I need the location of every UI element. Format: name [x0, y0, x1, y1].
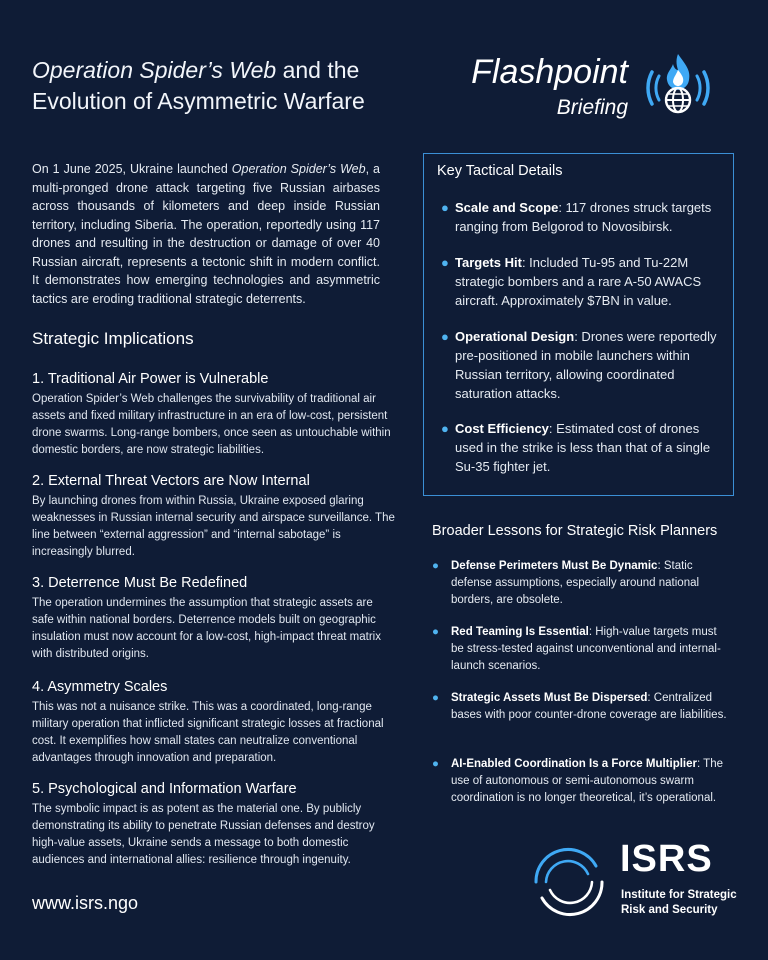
- lesson-item: [432, 756, 732, 807]
- lesson-item: [432, 558, 732, 609]
- lesson-text: : Centralized bases with poor counter-drone coverage are liabilities.: [451, 692, 727, 721]
- intro-paragraph: [32, 160, 380, 308]
- bullet-icon: ●: [432, 758, 439, 770]
- intro-operation-name: Operation Spider’s Web: [231, 162, 366, 176]
- title-line1-rest: and the: [276, 57, 360, 83]
- implication-title: 3. Deterrence Must Be Redefined: [32, 575, 248, 591]
- lesson-label: AI-Enabled Coordination Is a Force Multiplier: [451, 758, 697, 770]
- lesson-item: [432, 624, 732, 675]
- implication-title: 1. Traditional Air Power is Vulnerable: [32, 371, 269, 387]
- tactical-detail-text: : Drones were reportedly pre-positioned in mobile launchers within Russian territory, allowing coordinated saturation attacks.: [455, 329, 717, 401]
- page-title: [32, 55, 412, 117]
- intro-text-start: On 1 June 2025, Ukraine launched: [32, 162, 232, 176]
- lesson-text: : Static defense assumptions, especially around national borders, are obsolete.: [451, 560, 700, 606]
- intro-text-rest: , a multi-pronged drone attack targeting five Russian airbases across thousands of kilometers and deep inside Russian territory, including Siberia. The operation, reportedly using 117 drones and resulting in the destruction or damage of over 40 Russian aircraft, represents a tectonic shift in modern conflict. It demonstrates how emerging technologies and asymmetric tactics are eroding traditional strategic deterrents.: [32, 162, 380, 306]
- flame-globe-signal-icon: [638, 48, 718, 128]
- implication-title: 5. Psychological and Information Warfare: [32, 781, 297, 797]
- tactical-detail-label: Scale and Scope: [455, 200, 559, 215]
- implication-body: The operation undermines the assumption that strategic assets are safe within national borders. Deterrence models built on geographic insulation must now account for a low-cost, high-impact threat matrix with distributed origins.: [32, 597, 381, 661]
- implication-body: This was not a nuisance strike. This was a coordinated, long-range military operation that inflicted significant strategic losses at fractional cost. It exemplifies how small states can neutralize conventional advantages through innovation and preparation.: [32, 701, 384, 765]
- isrs-wordmark: ISRS: [620, 838, 713, 880]
- lesson-label: Strategic Assets Must Be Dispersed: [451, 692, 648, 704]
- tactical-detail-text: : Estimated cost of drones used in the strike is less than that of a single Su-35 fighter jet.: [455, 421, 711, 474]
- tactical-detail-label: Operational Design: [455, 329, 575, 344]
- implication-item: [32, 370, 396, 459]
- lesson-item: [432, 690, 732, 724]
- implication-item: [32, 574, 396, 663]
- lesson-label: Defense Perimeters Must Be Dynamic: [451, 560, 658, 572]
- bullet-icon: ●: [441, 329, 449, 344]
- lesson-text: : The use of autonomous or semi-autonomous swarm coordination is no longer theoretical, it’s operational.: [451, 758, 723, 804]
- flashpoint-wordmark: Flashpoint: [471, 53, 628, 91]
- tactical-detail-item: [441, 419, 721, 476]
- title-operation-name: Operation Spider’s Web: [32, 57, 277, 83]
- implication-body: Operation Spider’s Web challenges the survivability of traditional air assets and fixed military infrastructure in an era of low-cost, persistent drone swarms. Long-range bombers, once seen as untouchable within domestic borders, are now strategic liabilities.: [32, 393, 391, 457]
- tactical-detail-item: [441, 253, 721, 310]
- bullet-icon: ●: [432, 626, 439, 638]
- tactical-detail-label: Cost Efficiency: [455, 421, 549, 436]
- title-line2: Evolution of Asymmetric Warfare: [32, 88, 365, 114]
- broader-lessons-heading: Broader Lessons for Strategic Risk Planners: [432, 523, 718, 539]
- tactical-detail-text: : Included Tu-95 and Tu-22M strategic bombers and a rare A-50 AWACS aircraft. Approximately $7BN in value.: [455, 255, 702, 308]
- lesson-label: Red Teaming Is Essential: [451, 626, 589, 638]
- strategic-implications-heading: Strategic Implications: [32, 329, 194, 348]
- tactical-detail-item: [441, 327, 721, 403]
- bullet-icon: ●: [441, 421, 449, 436]
- briefing-wordmark: Briefing: [556, 96, 628, 119]
- implication-title: 4. Asymmetry Scales: [32, 679, 168, 695]
- tactical-detail-label: Targets Hit: [455, 255, 522, 270]
- isrs-logo-icon: [530, 846, 608, 918]
- isrs-full-name-line1: Institute for Strategic: [621, 889, 737, 901]
- implication-item: [32, 780, 396, 869]
- isrs-full-name: [621, 888, 751, 918]
- website-link[interactable]: www.isrs.ngo: [32, 893, 139, 913]
- bullet-icon: ●: [432, 560, 439, 572]
- isrs-full-name-line2: Risk and Security: [621, 904, 718, 916]
- implication-body: By launching drones from within Russia, Ukraine exposed glaring weaknesses in Russian internal security and airspace surveillance. The line between “external aggression” and “internal sabotage” is increasingly blurred.: [32, 495, 395, 559]
- bullet-icon: ●: [441, 255, 449, 270]
- implication-title: 2. External Threat Vectors are Now Internal: [32, 473, 310, 489]
- tactical-detail-text: : 117 drones struck targets ranging from Belgorod to Novosibirsk.: [455, 200, 712, 234]
- key-tactical-details-heading: Key Tactical Details: [437, 163, 563, 179]
- bullet-icon: ●: [441, 200, 449, 215]
- implication-item: [32, 678, 396, 767]
- implication-item: [32, 472, 396, 561]
- tactical-detail-item: [441, 198, 721, 236]
- implication-body: The symbolic impact is as potent as the material one. By publicly demonstrating its ability to penetrate Russian defenses and destroy high-value assets, Ukraine sends a message to both domestic audiences and international allies: resilience through ingenuity.: [32, 803, 375, 867]
- bullet-icon: ●: [432, 692, 439, 704]
- lesson-text: : High-value targets must be stress-tested against unconventional and internal-launch scenarios.: [451, 626, 721, 672]
